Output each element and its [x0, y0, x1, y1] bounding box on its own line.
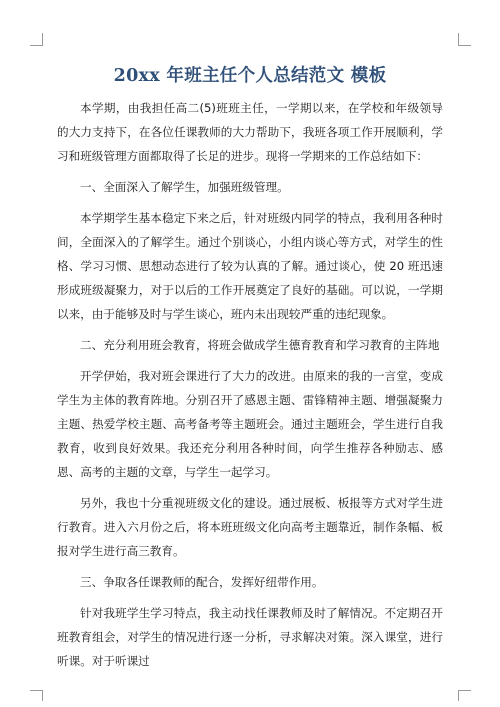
- section-heading-1: 一、全面深入了解学生，加强班级管理。: [80, 180, 289, 194]
- section-heading-3: 三、争取各任课教师的配合，发挥好纽带作用。: [80, 575, 324, 589]
- document-body: [57, 96, 443, 680]
- paragraph: 本学期学生基本稳定下来之后，针对班级内同学的特点，我利用各种时间，全面深入的了解学生。通过个别谈心，小组内谈心等方式，对学生的性格、学习习惯、思想动态进行了较为认真的了解。通过谈心，使 20 班迅速形成班级凝聚力，对于以后的工作开展奠定了良好的基础。可以说，一学期以来，由于能够及时与学生谈心，班内未出现较严重的违纪现象。: [57, 210, 443, 322]
- section-heading-2: 二、充分利用班会教育，将班会做成学生德育教育和学习教育的主阵地: [80, 338, 440, 352]
- crop-mark-bottom-left: [30, 690, 43, 701]
- paragraph: 开学伊始，我对班会课进行了大力的改进。由原来的我的一言堂，变成学生为主体的教育阵地。分别召开了感恩主题、雷锋精神主题、增强凝聚力主题、热爱学校主题、高考备考等主题班会。通过主题班会，学生进行自我教育，收到良好效果。我还充分利用各种时间，向学生推荐各种励志、感恩、高考的主题的文章，与学生一起学习。: [57, 368, 443, 480]
- paragraph: 针对我班学生学习特点，我主动找任课教师及时了解情况。不定期召开班教育组会，对学生的情况进行逐一分析，寻求解决对策。深入课堂，进行听课。对于听课过: [57, 605, 443, 668]
- paragraph: 另外，我也十分重视班级文化的建设。通过展板、板报等方式对学生进行教育。进入六月份之后，将本班班级文化向高考主题靠近，制作条幅、板报对学生进行高三教育。: [57, 496, 443, 559]
- crop-mark-bottom-right: [458, 690, 471, 701]
- crop-mark-top-left: [30, 33, 43, 46]
- crop-mark-top-right: [458, 33, 471, 46]
- document-title: 20xx 年班主任个人总结范文 模板: [113, 66, 387, 86]
- paragraph-intro: 本学期，由我担任高二(5)班班主任，一学期以来，在学校和年级领导的大力支持下，在各位任课教师的大力帮助下，我班各项工作开展顺利，学习和班级管理方面都取得了长足的进步。现将一学期来的工作总结如下：: [57, 101, 443, 164]
